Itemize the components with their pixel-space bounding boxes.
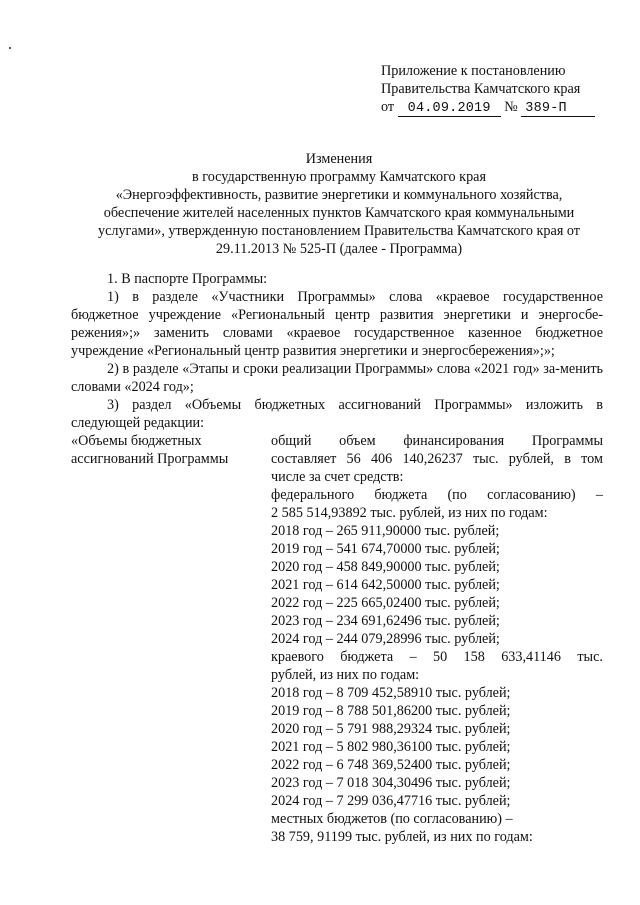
funding-line: федерального бюджета (по согласованию) – [271, 487, 603, 503]
funding-line: 2 585 514,93892 тыс. рублей, из них по годам: [271, 505, 548, 521]
budget-table [71, 432, 603, 846]
decree-number: 389-П [521, 101, 595, 117]
funding-line: 2021 год – 614 642,50000 тыс. рублей; [271, 577, 500, 593]
document-body [71, 270, 603, 846]
funding-line: общий объем финансирования Программы [271, 433, 603, 449]
funding-line: 2020 год – 5 791 988,29324 тыс. рублей; [271, 721, 511, 737]
title-line-4: обеспечение жителей населенных пунктов Камчатского края коммунальными [103, 205, 575, 221]
date-prefix: от [381, 99, 395, 115]
funding-line: 2020 год – 458 849,90000 тыс. рублей; [271, 559, 500, 575]
decree-date: 04.09.2019 [398, 101, 501, 117]
funding-line: рублей, из них по годам: [271, 667, 420, 683]
funding-line: 2018 год – 8 709 452,58910 тыс. рублей; [271, 685, 511, 701]
funding-line: 2018 год – 265 911,90000 тыс. рублей; [271, 523, 500, 539]
funding-line: местных бюджетов (по согласованию) – [271, 811, 513, 827]
funding-line: составляет 56 406 140,26237 тыс. рублей, в том [271, 451, 603, 467]
funding-line: краевого бюджета – 50 158 633,41146 тыс. [271, 649, 603, 665]
paragraph-item-3: 3) раздел «Объемы бюджетных ассигнований Программы» изложить в следующей редакции: [71, 397, 603, 431]
paragraph-item-2: 2) в разделе «Этапы и сроки реализации Программы» слова «2021 год» за-менить словами «2024 год»; [71, 361, 603, 395]
appendix-line-2: Правительства Камчатского края [381, 81, 581, 97]
funding-line: 38 759, 91199 тыс. рублей, из них по годам: [271, 829, 533, 845]
funding-line: 2022 год – 225 665,02400 тыс. рублей; [271, 595, 500, 611]
number-prefix: № [504, 99, 518, 115]
funding-line: 2019 год – 8 788 501,86200 тыс. рублей; [271, 703, 511, 719]
document-title [66, 150, 612, 258]
funding-line: 2023 год – 7 018 304,30496 тыс. рублей; [271, 775, 511, 791]
title-line-2: в государственную программу Камчатского края [192, 169, 486, 185]
table-left-line-1: «Объемы бюджетных [71, 433, 202, 449]
funding-line: 2022 год – 6 748 369,52400 тыс. рублей; [271, 757, 511, 773]
table-left-line-2: ассигнований Программы [71, 451, 229, 467]
scan-dot [9, 47, 11, 49]
appendix-date-line [381, 98, 621, 117]
section-heading: 1. В паспорте Программы: [107, 271, 268, 287]
funding-line: 2021 год – 5 802 980,36100 тыс. рублей; [271, 739, 511, 755]
title-line-3: «Энергоэффективность, развитие энергетики и коммунального хозяйства, [115, 187, 563, 203]
title-line-5: услугами», утвержденную постановлением Правительства Камчатского края от [97, 223, 581, 239]
funding-line: числе за счет средств: [271, 469, 404, 485]
funding-line: 2024 год – 7 299 036,47716 тыс. рублей; [271, 793, 511, 809]
funding-line: 2024 год – 244 079,28996 тыс. рублей; [271, 631, 500, 647]
paragraph-item-1: 1) в разделе «Участники Программы» слова «краевое государственное бюджетное учреждение «Региональный центр развития энергетики и энергосбе-режения»;» заменить словами «краевое государственное казенное бюджетное учреждение «Региональный центр развития энергетики и энергосбережения»;»; [71, 289, 603, 359]
title-heading: Изменения [305, 151, 373, 167]
title-line-6: 29.11.2013 № 525-П (далее - Программа) [215, 241, 463, 257]
funding-line: 2019 год – 541 674,70000 тыс. рублей; [271, 541, 500, 557]
funding-line: 2023 год – 234 691,62496 тыс. рублей; [271, 613, 500, 629]
table-right-cell [271, 432, 603, 846]
appendix-line-1: Приложение к постановлению [381, 63, 566, 79]
table-left-cell [71, 432, 265, 846]
appendix-block [381, 62, 621, 117]
